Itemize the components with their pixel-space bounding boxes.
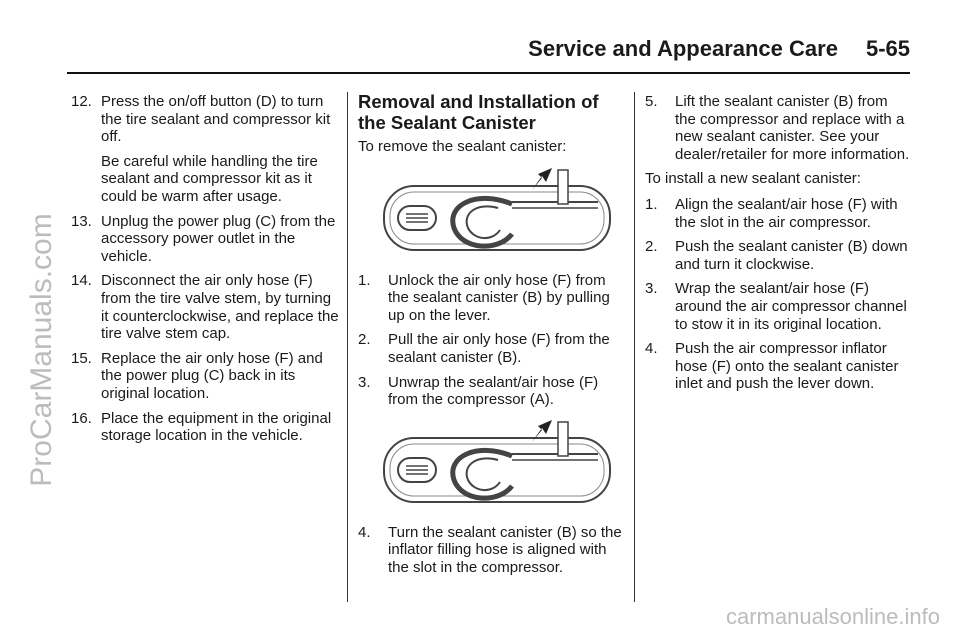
step-number: 1. bbox=[358, 271, 371, 289]
step-text: Align the sealant/air hose (F) with the slot in the air compressor. bbox=[675, 195, 898, 231]
step-number: 3. bbox=[645, 280, 658, 298]
footer-watermark: carmanualsonline.info bbox=[725, 604, 940, 629]
step-14 bbox=[71, 272, 339, 342]
step-text: Unwrap the sealant/air hose (F) from the compressor (A). bbox=[388, 373, 599, 409]
header-rule bbox=[67, 72, 910, 74]
install-step-2 bbox=[645, 238, 910, 273]
step-text: Turn the sealant canister (B) so the inflator filling hose is aligned with the slot in the compressor. bbox=[388, 523, 622, 576]
removal-step-4 bbox=[358, 524, 623, 577]
column-middle bbox=[358, 93, 623, 584]
step-number: 13. bbox=[71, 212, 92, 230]
canister-illustration-2 bbox=[370, 416, 618, 510]
step-number: 4. bbox=[358, 523, 371, 541]
step-text: Unplug the power plug (C) from the accessory power outlet in the vehicle. bbox=[101, 212, 336, 265]
install-step-3 bbox=[645, 280, 910, 333]
column-divider-left bbox=[347, 92, 348, 602]
step-text: Wrap the sealant/air hose (F) around the air compressor channel to stow it in its original location. bbox=[675, 280, 907, 333]
page-header bbox=[528, 36, 910, 62]
step-text: Press the on/off button (D) to turn the tire sealant and compressor kit off. bbox=[101, 93, 331, 146]
install-step-4 bbox=[645, 340, 910, 393]
removal-step-2 bbox=[358, 331, 623, 366]
step-text: Place the equipment in the original storage location in the vehicle. bbox=[101, 409, 332, 445]
step-12 bbox=[71, 93, 339, 146]
step-16 bbox=[71, 410, 339, 445]
step-number: 14. bbox=[71, 272, 92, 290]
step-text: Unlock the air only hose (F) from the sealant canister (B) by pulling up on the lever. bbox=[388, 271, 610, 324]
step-text: Lift the sealant canister (B) from the compressor and replace with a new sealant canister. See your dealer/retailer for more information. bbox=[675, 93, 910, 163]
step-number: 15. bbox=[71, 349, 92, 367]
step-number: 4. bbox=[645, 340, 658, 358]
section-title: Service and Appearance Care bbox=[528, 36, 838, 61]
section-heading: Removal and Installation of the Sealant Canister bbox=[358, 91, 599, 133]
column-divider-right bbox=[634, 92, 635, 602]
step-number: 5. bbox=[645, 93, 658, 110]
column-left bbox=[71, 93, 339, 452]
page-number: 5-65 bbox=[865, 36, 910, 61]
step-text: Disconnect the air only hose (F) from the tire valve stem, by turning it counterclockwise, and replace the tire valve stem cap. bbox=[101, 272, 339, 343]
step-text: Push the air compressor inflator hose (F) onto the sealant canister inlet and push the lever down. bbox=[675, 340, 899, 393]
removal-step-5 bbox=[645, 93, 910, 163]
step-text: Replace the air only hose (F) and the power plug (C) back in its original location. bbox=[101, 349, 323, 402]
removal-step-3 bbox=[358, 374, 623, 409]
canister-illustration-1 bbox=[370, 164, 618, 258]
removal-intro: To remove the sealant canister: bbox=[358, 138, 567, 155]
step-number: 1. bbox=[645, 195, 658, 213]
step-number: 12. bbox=[71, 93, 92, 110]
step-number: 16. bbox=[71, 409, 92, 427]
step-text: Pull the air only hose (F) from the sealant canister (B). bbox=[388, 331, 610, 366]
step-text: Push the sealant canister (B) down and turn it clockwise. bbox=[675, 238, 908, 273]
step-number: 3. bbox=[358, 373, 371, 391]
step-number: 2. bbox=[358, 331, 371, 349]
caution-note: Be careful while handling the tire sealant and compressor kit as it could be warm after usage. bbox=[101, 152, 318, 205]
step-number: 2. bbox=[645, 238, 658, 256]
step-13 bbox=[71, 213, 339, 266]
step-15 bbox=[71, 350, 339, 403]
side-watermark: ProCarManuals.com bbox=[25, 213, 58, 487]
column-right bbox=[645, 93, 910, 400]
removal-step-1 bbox=[358, 272, 623, 325]
install-intro: To install a new sealant canister: bbox=[645, 170, 861, 188]
install-step-1 bbox=[645, 196, 910, 231]
